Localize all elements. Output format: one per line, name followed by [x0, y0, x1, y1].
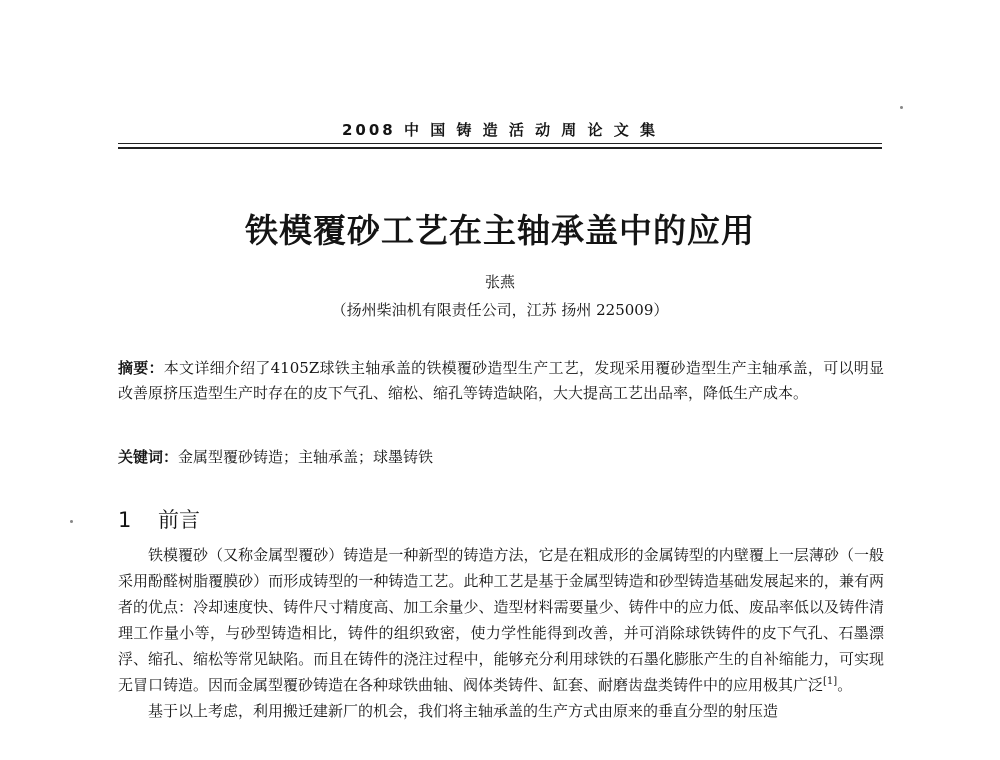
body-paragraph: 基于以上考虑，利用搬迁建新厂的机会，我们将主轴承盖的生产方式由原来的垂直分型的射压造	[148, 702, 779, 720]
section-title: 前言	[158, 508, 200, 532]
section-body	[118, 542, 884, 724]
paper-title: 铁模覆砂工艺在主轴承盖中的应用	[245, 211, 755, 250]
abstract-label: 摘要：	[118, 359, 164, 377]
scan-speck	[70, 520, 73, 523]
affiliation: （扬州柴油机有限责任公司，江苏 扬州 225009）	[331, 301, 669, 319]
abstract-text: 本文详细介绍了4105Z球铁主轴承盖的铁模覆砂造型生产工艺，发现采用覆砂造型生产主轴承盖，可以明显改善原挤压造型生产时存在的皮下气孔、缩松、缩孔等铸造缺陷，大大提高工艺出品率，降低生产成本。	[118, 359, 884, 402]
section-number: 1	[118, 508, 132, 532]
section-heading	[118, 504, 200, 534]
paragraph-text: 铁模覆砂（又称金属型覆砂）铸造是一种新型的铸造方法，它是在粗成形的金属铸型的内壁覆上一层薄砂（一般采用酚醛树脂覆膜砂）而形成铸型的一种铸造工艺。此种工艺是基于金属型铸造和砂型铸造基础发展起来的，兼有两者的优点：冷却速度快、铸件尺寸精度高、加工余量少、造型材料需要量少、铸件中的应力低、废品率低以及铸件清理工作量小等，与砂型铸造相比，铸件的组织致密，使力学性能得到改善，并可消除球铁铸件的皮下气孔、石墨漂浮、缩孔、缩松等常见缺陷。而且在铸件的浇注过程中，能够充分利用球铁的石墨化膨胀产生的自补缩能力，可实现无冒口铸造。因而金属型覆砂铸造在各种球铁曲轴、阀体类铸件、缸套、耐磨齿盘类铸件中的应用极其广泛	[118, 546, 884, 694]
citation-ref: [1]	[823, 676, 838, 687]
running-header: 2008 中 国 铸 造 活 动 周 论 文 集	[342, 121, 658, 139]
keywords-label: 关键词：	[118, 448, 179, 466]
abstract	[118, 356, 884, 406]
keywords	[118, 445, 884, 470]
paragraph-end: 。	[837, 676, 853, 694]
scan-speck	[900, 106, 903, 109]
header-rule-thin	[118, 143, 882, 144]
author: 张燕	[484, 273, 515, 291]
header-rule-thick	[118, 147, 882, 149]
keywords-text: 金属型覆砂铸造；主轴承盖；球墨铸铁	[178, 448, 434, 466]
body-paragraph	[118, 542, 884, 698]
